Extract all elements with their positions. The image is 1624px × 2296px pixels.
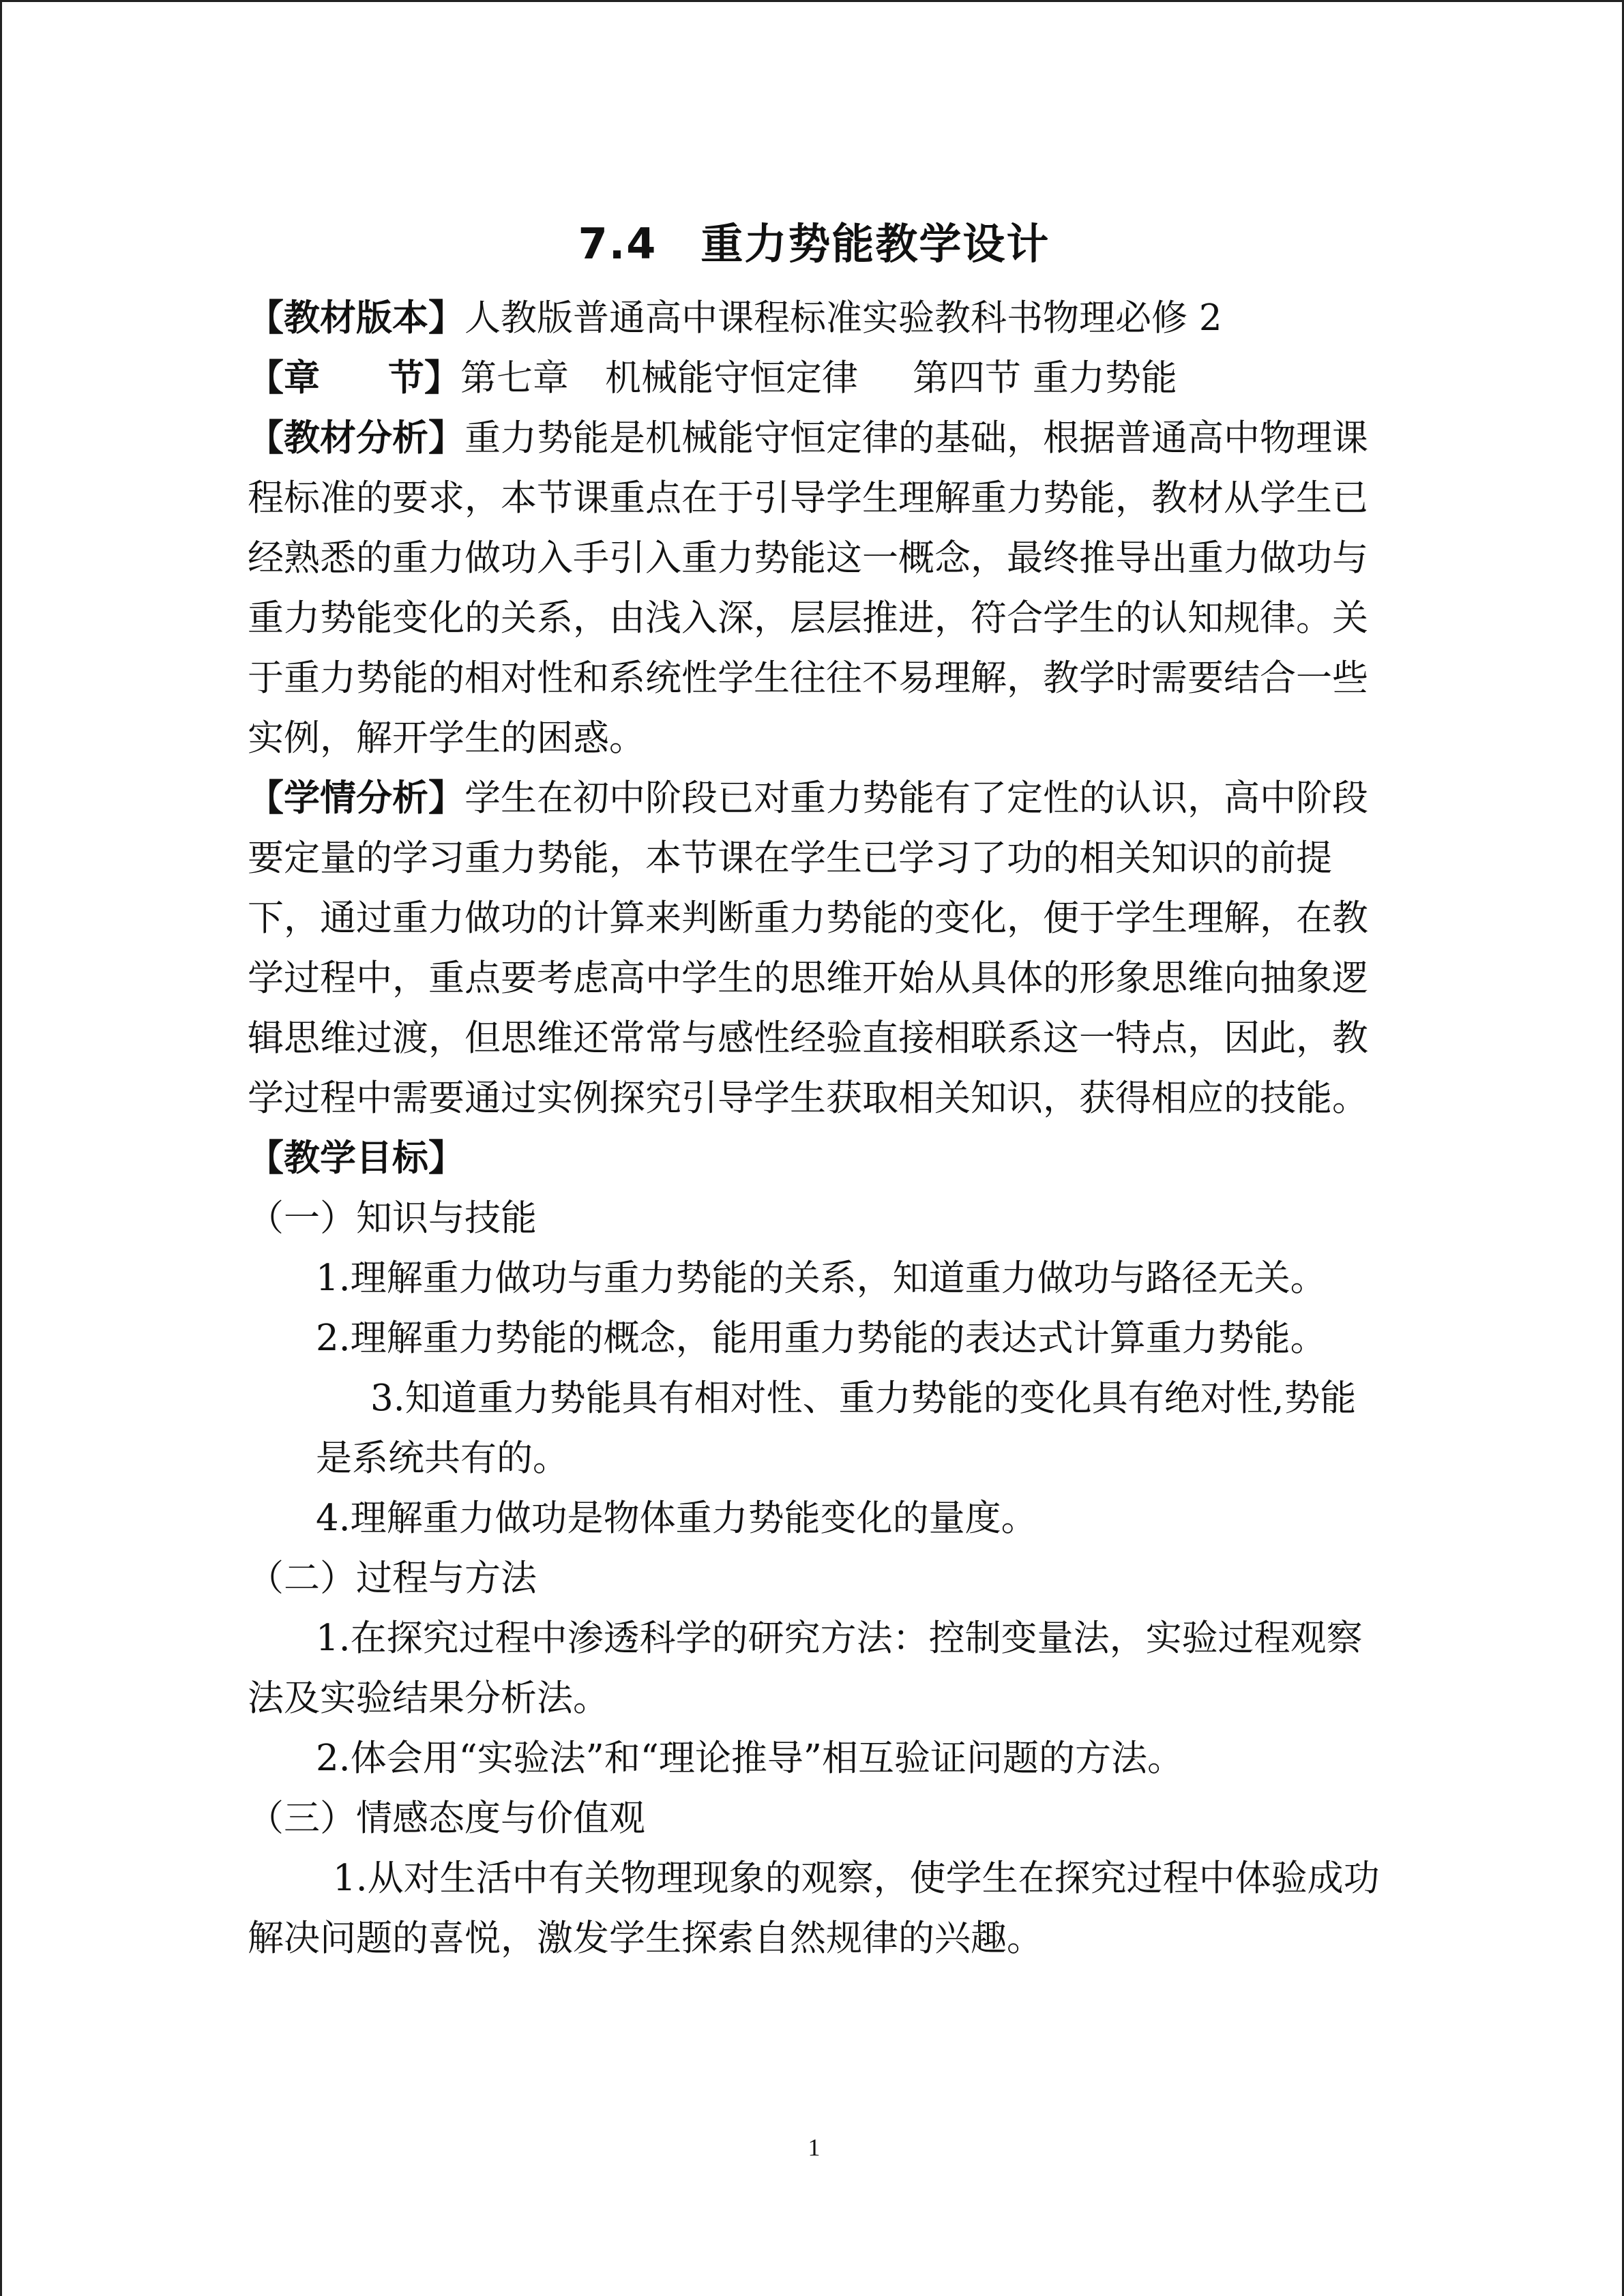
material-analysis-paragraph xyxy=(248,408,1380,769)
knowledge-item-1: 1.理解重力做功与重力势能的关系，知道重力做功与路径无关。 xyxy=(316,1257,1327,1299)
student-analysis-label: 【学情分析】 xyxy=(248,777,464,819)
process-item-2: 2.体会用“实验法”和“理论推导”相互验证问题的方法。 xyxy=(316,1738,1183,1779)
material-analysis-text: 重力势能是机械能守恒定律的基础，根据普通高中物理课程标准的要求，本节课重点在于引导学生理解重力势能，教材从学生已经熟悉的重力做功入手引入重力势能这一概念，最终推导出重力做功与重力势能变化的关系，由浅入深，层层推进，符合学生的认知规律。关于重力势能的相对性和系统性学生往往不易理解，教学时需要结合一些实例，解开学生的困惑。 xyxy=(248,417,1368,759)
document-title: 7.4 重力势能教学设计 xyxy=(578,219,1050,269)
page-number: 1 xyxy=(808,2134,821,2161)
chapter-label-close: 节】 xyxy=(388,357,460,399)
document-body xyxy=(248,288,1380,1969)
material-analysis-label: 【教材分析】 xyxy=(248,417,464,459)
knowledge-heading: （一）知识与技能 xyxy=(248,1197,537,1239)
process-heading: （二）过程与方法 xyxy=(248,1557,537,1599)
knowledge-item-4: 4.理解重力做功是物体重力势能变化的量度。 xyxy=(316,1497,1037,1539)
knowledge-item-3: 3.知道重力势能具有相对性、重力势能的变化具有绝对性,势能是系统共有的。 xyxy=(316,1377,1357,1479)
emotion-item-1: 1.从对生活中有关物理现象的观察，使学生在探究过程中体验成功解决问题的喜悦，激发学生探索自然规律的兴趣。 xyxy=(248,1858,1380,1959)
emotion-heading: （三）情感态度与价值观 xyxy=(248,1798,645,1839)
student-analysis-paragraph xyxy=(248,769,1380,1129)
objectives-heading: 【教学目标】 xyxy=(248,1137,464,1179)
knowledge-item-2: 2.理解重力势能的概念，能用重力势能的表达式计算重力势能。 xyxy=(316,1317,1327,1359)
student-analysis-text: 学生在初中阶段已对重力势能有了定性的认识，高中阶段要定量的学习重力势能，本节课在学生已学习了功的相关知识的前提下，通过重力做功的计算来判断重力势能的变化，便于学生理解，在教学过程中，重点要考虑高中学生的思维开始从具体的形象思维向抽象逻辑思维过渡，但思维还常常与感性经验直接相联系这一特点，因此，教学过程中需要通过实例探究引导学生获取相关知识，获得相应的技能。 xyxy=(248,777,1368,1119)
knowledge-item-2-3 xyxy=(248,1309,1380,1489)
edition-label: 【教材版本】 xyxy=(248,297,464,339)
edition-text: 人教版普通高中课程标准实验教科书物理必修 2 xyxy=(464,297,1222,339)
process-item-1: 1.在探究过程中渗透科学的研究方法：控制变量法，实验过程观察法及实验结果分析法。 xyxy=(248,1617,1363,1719)
edition-paragraph xyxy=(248,288,1380,348)
chapter-paragraph xyxy=(248,348,1380,408)
chapter-label-open: 【章 xyxy=(248,357,320,399)
chapter-part2: 第四节 重力势能 xyxy=(913,357,1177,399)
chapter-part1: 第七章 机械能守恒定律 xyxy=(460,357,858,399)
